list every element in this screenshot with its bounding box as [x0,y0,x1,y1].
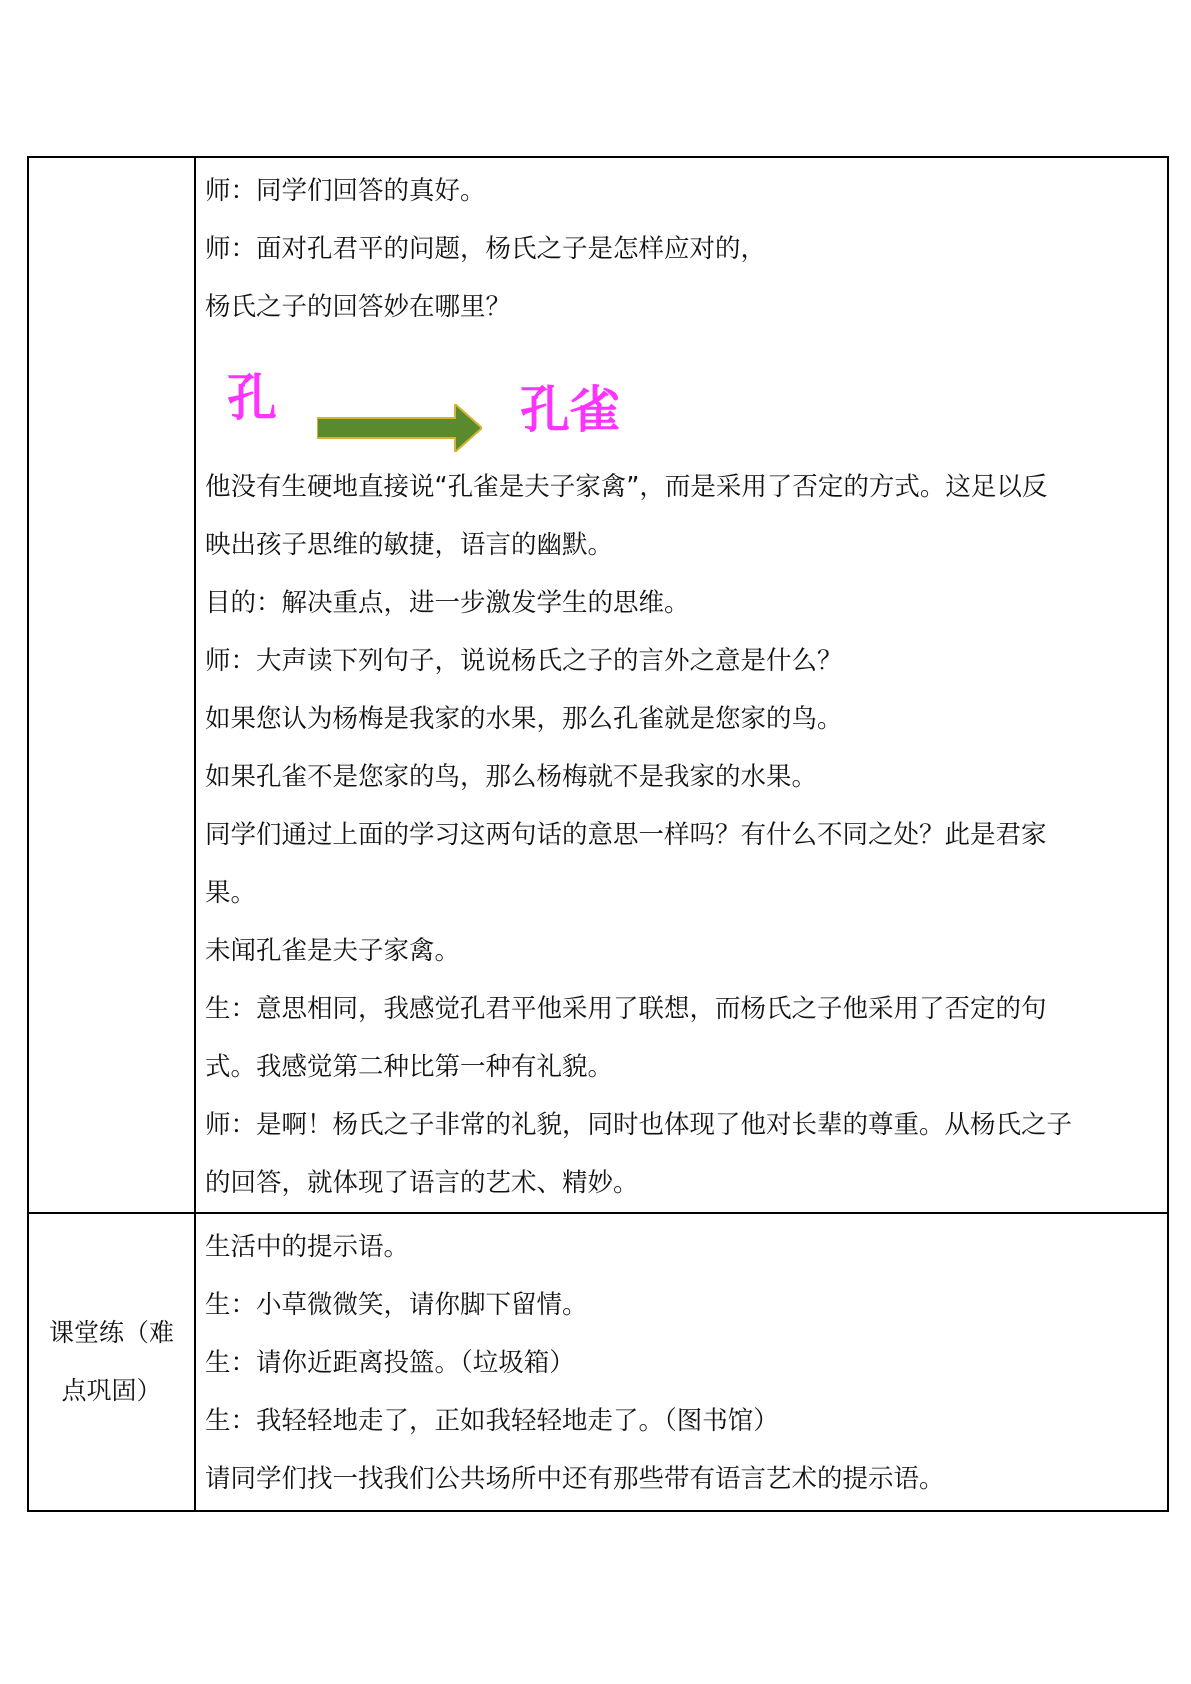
lesson-plan-table [27,156,1169,1512]
text-line: 生活中的提示语。 [205,1232,410,1262]
text-line: 未闻孔雀是夫子家禽。 [205,936,461,966]
text-line: 生：小草微微笑，请你脚下留情。 [205,1290,588,1320]
text-line: 如果孔雀不是您家的鸟，那么杨梅就不是我家的水果。 [205,762,818,792]
text-line: 式。我感觉第二种比第一种有礼貌。 [205,1052,614,1082]
row-content-cell [195,1213,1168,1511]
word-transform-figure [205,364,1159,458]
text-line: 他没有生硬地直接说“孔雀是夫子家禽”，而是采用了否定的方式。这足以反 [205,472,1048,502]
text-line: 目的：解决重点，进一步激发学生的思维。 [205,588,690,618]
text-line: 果。 [205,878,257,908]
text-line: 请同学们找一找我们公共场所中还有那些带有语言艺术的提示语。 [205,1464,945,1494]
text-line: 如果您认为杨梅是我家的水果，那么孔雀就是您家的鸟。 [205,704,843,734]
text-line: 生：请你近距离投篮。（垃圾箱） [205,1348,575,1378]
text-line: 生：意思相同，我感觉孔君平他采用了联想，而杨氏之子他采用了否定的句 [205,994,1047,1024]
right-arrow-icon [317,404,482,452]
table-row [28,1213,1168,1511]
row-label-cell [28,1213,195,1511]
section-label-line: 点巩固） [61,1376,162,1405]
single-char-label: 孔 [227,369,277,427]
text-line: 同学们通过上面的学习这两句话的意思一样吗？有什么不同之处？此是君家 [205,820,1047,850]
text-line: 师：同学们回答的真好。 [205,176,486,206]
text-line: 生：我轻轻地走了，正如我轻轻地走了。（图书馆） [205,1406,779,1436]
text-line: 的回答，就体现了语言的艺术、精妙。 [205,1168,639,1198]
table-row [28,157,1168,1213]
text-line: 师：面对孔君平的问题，杨氏之子是怎样应对的， [205,234,767,264]
text-line: 师：是啊！杨氏之子非常的礼貌，同时也体现了他对长辈的尊重。从杨氏之子 [205,1110,1073,1140]
text-line: 师：大声读下列句子，说说杨氏之子的言外之意是什么？ [205,646,843,676]
text-line: 杨氏之子的回答妙在哪里？ [205,292,512,322]
row-content-cell [195,157,1168,1213]
text-line: 映出孩子思维的敏捷，语言的幽默。 [205,530,614,560]
double-char-label: 孔雀 [520,381,620,439]
row-label-cell-empty [28,157,195,1213]
section-label-line: 课堂练（难 [48,1318,174,1347]
